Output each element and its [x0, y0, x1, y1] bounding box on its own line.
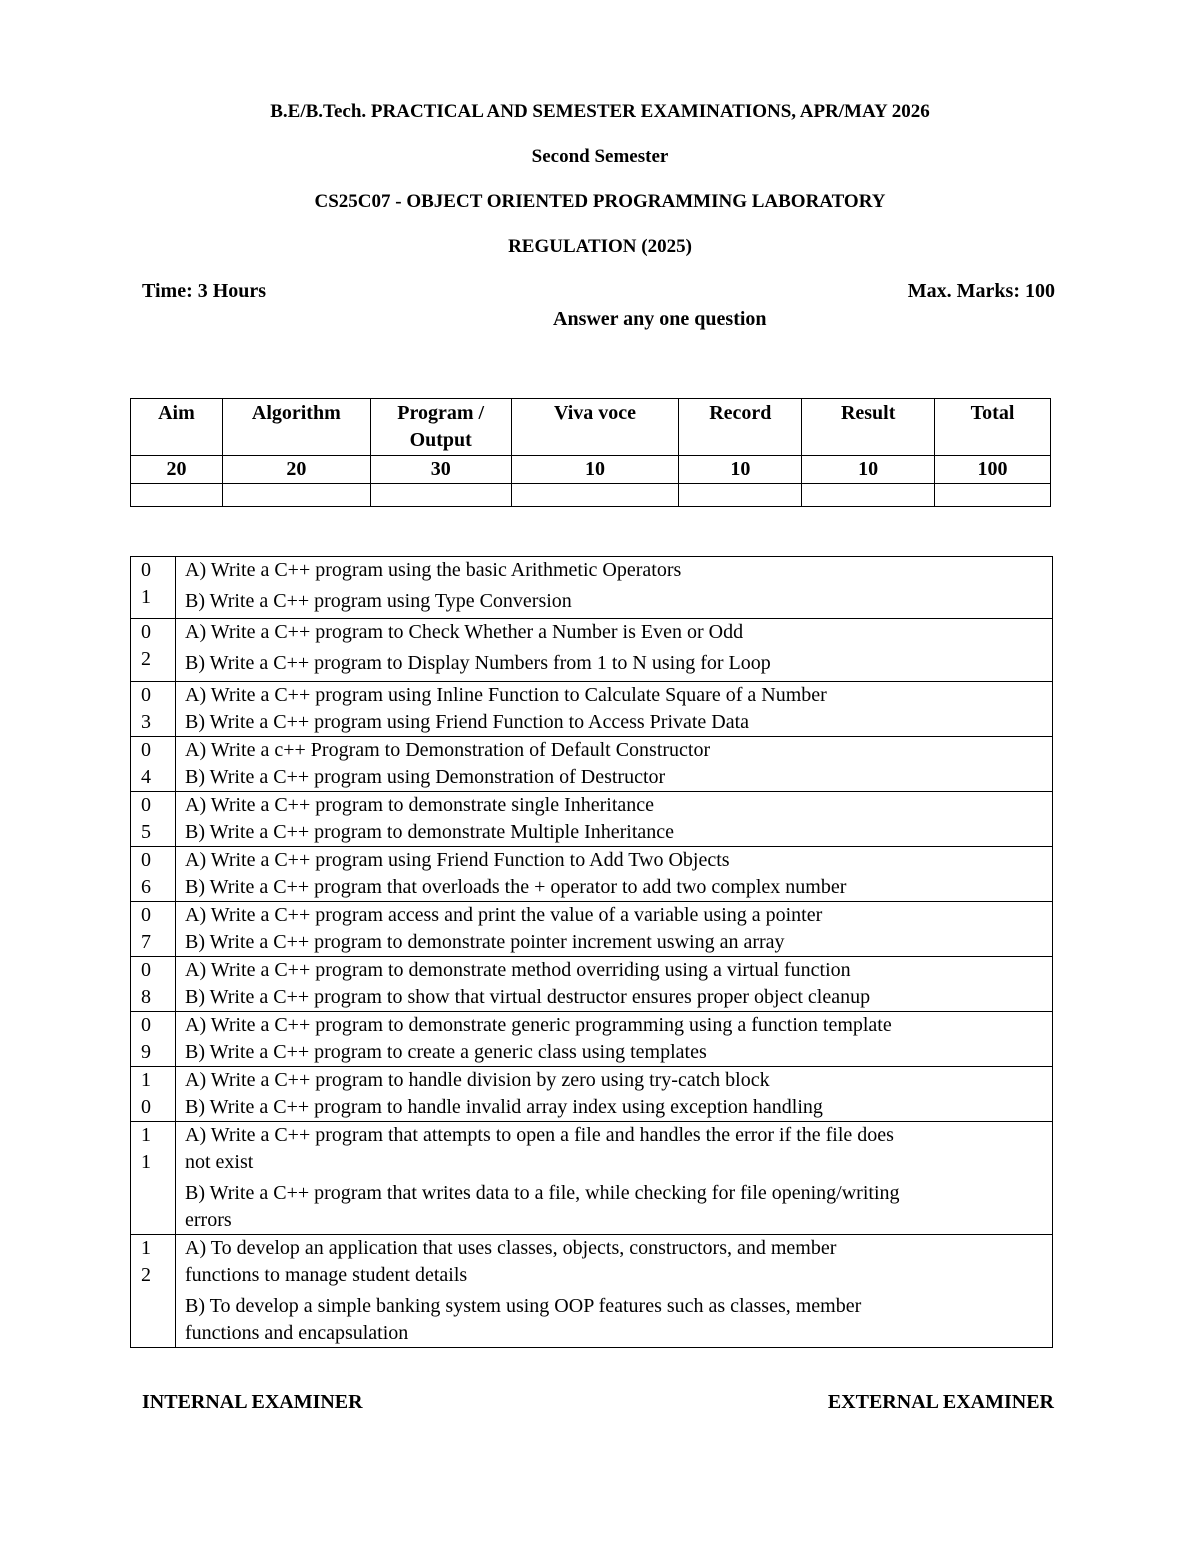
question-row	[131, 957, 1053, 1012]
question-row	[131, 1067, 1053, 1122]
marks-header-cell: Viva voce	[511, 399, 679, 456]
question-text	[176, 902, 1053, 957]
question-number-digit: 0	[141, 621, 151, 643]
question-text	[176, 619, 1053, 682]
question-row	[131, 792, 1053, 847]
question-option-b: B) Write a C++ program that overloads the + operator to add two complex number	[185, 876, 847, 898]
question-option-b: functions and encapsulation	[185, 1322, 409, 1344]
question-row	[131, 1122, 1053, 1235]
marks-value-cell: 100	[935, 456, 1051, 484]
question-number-digit: 2	[141, 648, 151, 670]
question-number	[131, 957, 176, 1012]
question-option-b: B) Write a C++ program using Demonstration of Destructor	[185, 766, 666, 788]
marks-value-row	[131, 456, 1051, 484]
marks-value-cell: 30	[370, 456, 511, 484]
question-option-a: A) Write a C++ program using the basic Arithmetic Operators	[185, 559, 682, 581]
time-marks-line	[142, 280, 1055, 306]
question-option-b: B) Write a C++ program to demonstrate Multiple Inheritance	[185, 821, 675, 843]
marks-blank-cell	[679, 484, 802, 507]
question-row	[131, 682, 1053, 737]
question-number-digit: 2	[141, 1264, 151, 1286]
question-number-digit: 0	[141, 1014, 151, 1036]
question-number-digit: 7	[141, 931, 151, 953]
question-option-a: A) To develop an application that uses classes, objects, constructors, and member	[185, 1237, 837, 1259]
question-option-b: B) Write a C++ program to show that virtual destructor ensures proper object cleanup	[185, 986, 871, 1008]
question-option-b: B) Write a C++ program to create a generic class using templates	[185, 1041, 707, 1063]
question-number-digit: 0	[141, 904, 151, 926]
question-number	[131, 1235, 176, 1348]
question-row	[131, 1235, 1053, 1348]
marks-table	[130, 398, 1051, 507]
question-row	[131, 619, 1053, 682]
question-number	[131, 1012, 176, 1067]
marks-blank-cell	[131, 484, 223, 507]
question-number	[131, 1122, 176, 1235]
question-option-b: B) Write a C++ program to demonstrate pointer increment uswing an array	[185, 931, 785, 953]
marks-value-cell: 10	[511, 456, 679, 484]
question-option-a: A) Write a C++ program using Inline Function to Calculate Square of a Number	[185, 684, 827, 706]
marks-header-cell: Aim	[131, 399, 223, 456]
question-text	[176, 957, 1053, 1012]
marks-header-cell: Program / Output	[370, 399, 511, 456]
internal-examiner-label: INTERNAL EXAMINER	[142, 1391, 363, 1413]
marks-empty-row	[131, 484, 1051, 507]
question-option-a: A) Write a C++ program to Check Whether a Number is Even or Odd	[185, 621, 744, 643]
regulation-title: REGULATION (2025)	[508, 236, 692, 257]
question-number-digit: 0	[141, 739, 151, 761]
question-option-a: A) Write a C++ program to demonstrate single Inheritance	[185, 794, 655, 816]
question-number	[131, 792, 176, 847]
marks-header-cell: Result	[802, 399, 935, 456]
question-number	[131, 902, 176, 957]
question-number-digit: 1	[141, 1124, 151, 1146]
question-option-a: A) Write a C++ program that attempts to open a file and handles the error if the file does	[185, 1124, 894, 1146]
question-number-digit: 3	[141, 711, 151, 733]
marks-blank-cell	[370, 484, 511, 507]
course-title: CS25C07 - OBJECT ORIENTED PROGRAMMING LABORATORY	[314, 191, 886, 212]
max-marks-label: Max. Marks: 100	[907, 280, 1055, 302]
marks-value-cell: 10	[679, 456, 802, 484]
question-number	[131, 557, 176, 619]
question-option-a: A) Write a C++ program to demonstrate method overriding using a virtual function	[185, 959, 851, 981]
question-text	[176, 682, 1053, 737]
question-option-a: not exist	[185, 1151, 254, 1173]
question-number	[131, 737, 176, 792]
question-option-a: A) Write a C++ program to demonstrate generic programming using a function template	[185, 1014, 892, 1036]
question-number-digit: 0	[141, 959, 151, 981]
question-number	[131, 847, 176, 902]
question-number-digit: 5	[141, 821, 151, 843]
question-number	[131, 619, 176, 682]
question-number-digit: 9	[141, 1041, 151, 1063]
marks-blank-cell	[935, 484, 1051, 507]
question-text	[176, 1012, 1053, 1067]
question-text	[176, 557, 1053, 619]
question-number-digit: 8	[141, 986, 151, 1008]
question-option-b: B) Write a C++ program to Display Numbers from 1 to N using for Loop	[185, 652, 771, 674]
marks-header-cell: Total	[935, 399, 1051, 456]
semester-title: Second Semester	[531, 146, 669, 167]
questions-table	[130, 556, 1053, 1348]
marks-blank-cell	[511, 484, 679, 507]
question-option-b: B) Write a C++ program using Friend Function to Access Private Data	[185, 711, 750, 733]
marks-value-cell: 10	[802, 456, 935, 484]
question-option-a: A) Write a C++ program using Friend Function to Add Two Objects	[185, 849, 730, 871]
question-option-a: functions to manage student details	[185, 1264, 468, 1286]
external-examiner-label: EXTERNAL EXAMINER	[827, 1391, 1054, 1413]
question-text	[176, 1067, 1053, 1122]
question-option-b: B) Write a C++ program to handle invalid array index using exception handling	[185, 1096, 823, 1118]
question-number-digit: 4	[141, 766, 151, 788]
marks-value-cell: 20	[222, 456, 370, 484]
question-number-digit: 0	[141, 849, 151, 871]
marks-header-row	[131, 399, 1051, 456]
question-option-b: errors	[185, 1209, 232, 1231]
exam-title: B.E/B.Tech. PRACTICAL AND SEMESTER EXAMINATIONS, APR/MAY 2026	[270, 101, 930, 122]
question-text	[176, 792, 1053, 847]
marks-value-cell: 20	[131, 456, 223, 484]
question-option-b: B) Write a C++ program using Type Conversion	[185, 590, 572, 612]
question-number-digit: 1	[141, 586, 151, 608]
question-text	[176, 737, 1053, 792]
question-row	[131, 847, 1053, 902]
question-option-a: A) Write a C++ program access and print the value of a variable using a pointer	[185, 904, 823, 926]
question-option-b: B) To develop a simple banking system using OOP features such as classes, member	[185, 1295, 862, 1317]
question-number	[131, 682, 176, 737]
marks-header-cell: Algorithm	[222, 399, 370, 456]
question-option-a: A) Write a C++ program to handle division by zero using try-catch block	[185, 1069, 770, 1091]
question-number-digit: 0	[141, 794, 151, 816]
question-text	[176, 847, 1053, 902]
marks-header-cell: Record	[679, 399, 802, 456]
question-text	[176, 1235, 1053, 1348]
question-number-digit: 0	[141, 559, 151, 581]
question-row	[131, 737, 1053, 792]
marks-blank-cell	[222, 484, 370, 507]
instruction: Answer any one question	[553, 308, 767, 330]
question-number-digit: 1	[141, 1151, 151, 1173]
question-option-a: A) Write a c++ Program to Demonstration of Default Constructor	[185, 739, 711, 761]
question-row	[131, 1012, 1053, 1067]
question-option-b: B) Write a C++ program that writes data to a file, while checking for file opening/writing	[185, 1182, 900, 1204]
question-number	[131, 1067, 176, 1122]
question-number-digit: 0	[141, 684, 151, 706]
question-row	[131, 557, 1053, 619]
question-number-digit: 6	[141, 876, 151, 898]
question-number-digit: 1	[141, 1069, 151, 1091]
question-number-digit: 0	[141, 1096, 151, 1118]
marks-blank-cell	[802, 484, 935, 507]
question-text	[176, 1122, 1053, 1235]
question-number-digit: 1	[141, 1237, 151, 1259]
question-row	[131, 902, 1053, 957]
time-label: Time: 3 Hours	[142, 280, 267, 302]
